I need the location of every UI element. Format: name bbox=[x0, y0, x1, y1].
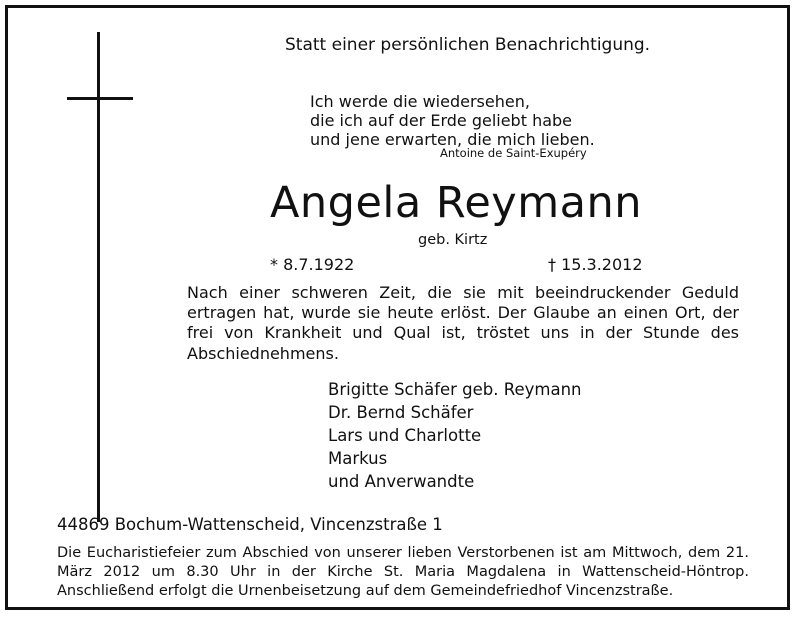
service-notice: Die Eucharistiefeier zum Abschied von unserer lieben Verstorbenen ist am Mittwoch, dem 21. März 2012 um 8.30 Uhr in der Kirche St. Maria Magdalena in Wattenscheid-Höntrop. Anschließend erfolgt die Urnenbeisetzung auf dem Gemeindefriedhof Vincenzstraße. bbox=[57, 545, 749, 599]
cross-horizontal-bar bbox=[67, 97, 133, 100]
deceased-name: Angela Reymann bbox=[270, 178, 642, 228]
quote-line: und jene erwarten, die mich lieben. bbox=[310, 130, 595, 149]
mourner-name: Markus bbox=[328, 449, 388, 468]
quote-line: die ich auf der Erde geliebt habe bbox=[310, 111, 573, 130]
mourner-name: Dr. Bernd Schäfer bbox=[328, 403, 474, 422]
quote-line: Ich werde die wiedersehen, bbox=[310, 92, 530, 111]
family-address: 44869 Bochum-Wattenscheid, Vincenzstraße 1 bbox=[57, 515, 443, 534]
death-date: † 15.3.2012 bbox=[548, 255, 643, 274]
mourner-name: Lars und Charlotte bbox=[328, 426, 482, 445]
quote-author: Antoine de Saint-Exupéry bbox=[440, 146, 587, 160]
mourner-name: und Anverwandte bbox=[328, 472, 475, 491]
intro-line: Statt einer persönlichen Benachrichtigung. bbox=[285, 35, 651, 55]
cross-vertical-bar bbox=[97, 32, 100, 522]
mourners-list bbox=[328, 378, 582, 493]
mourner-name: Brigitte Schäfer geb. Reymann bbox=[328, 380, 582, 399]
birth-date: * 8.7.1922 bbox=[270, 255, 355, 274]
message-paragraph: Nach einer schweren Zeit, die sie mit beeindruckender Geduld ertragen hat, wurde sie heute erlöst. Der Glaube an einen Ort, der frei von Krankheit und Qual ist, tröstet uns in der Stunde des Abschiednehmens. bbox=[187, 283, 739, 363]
quote-block bbox=[310, 92, 595, 149]
maiden-name: geb. Kirtz bbox=[418, 232, 488, 248]
